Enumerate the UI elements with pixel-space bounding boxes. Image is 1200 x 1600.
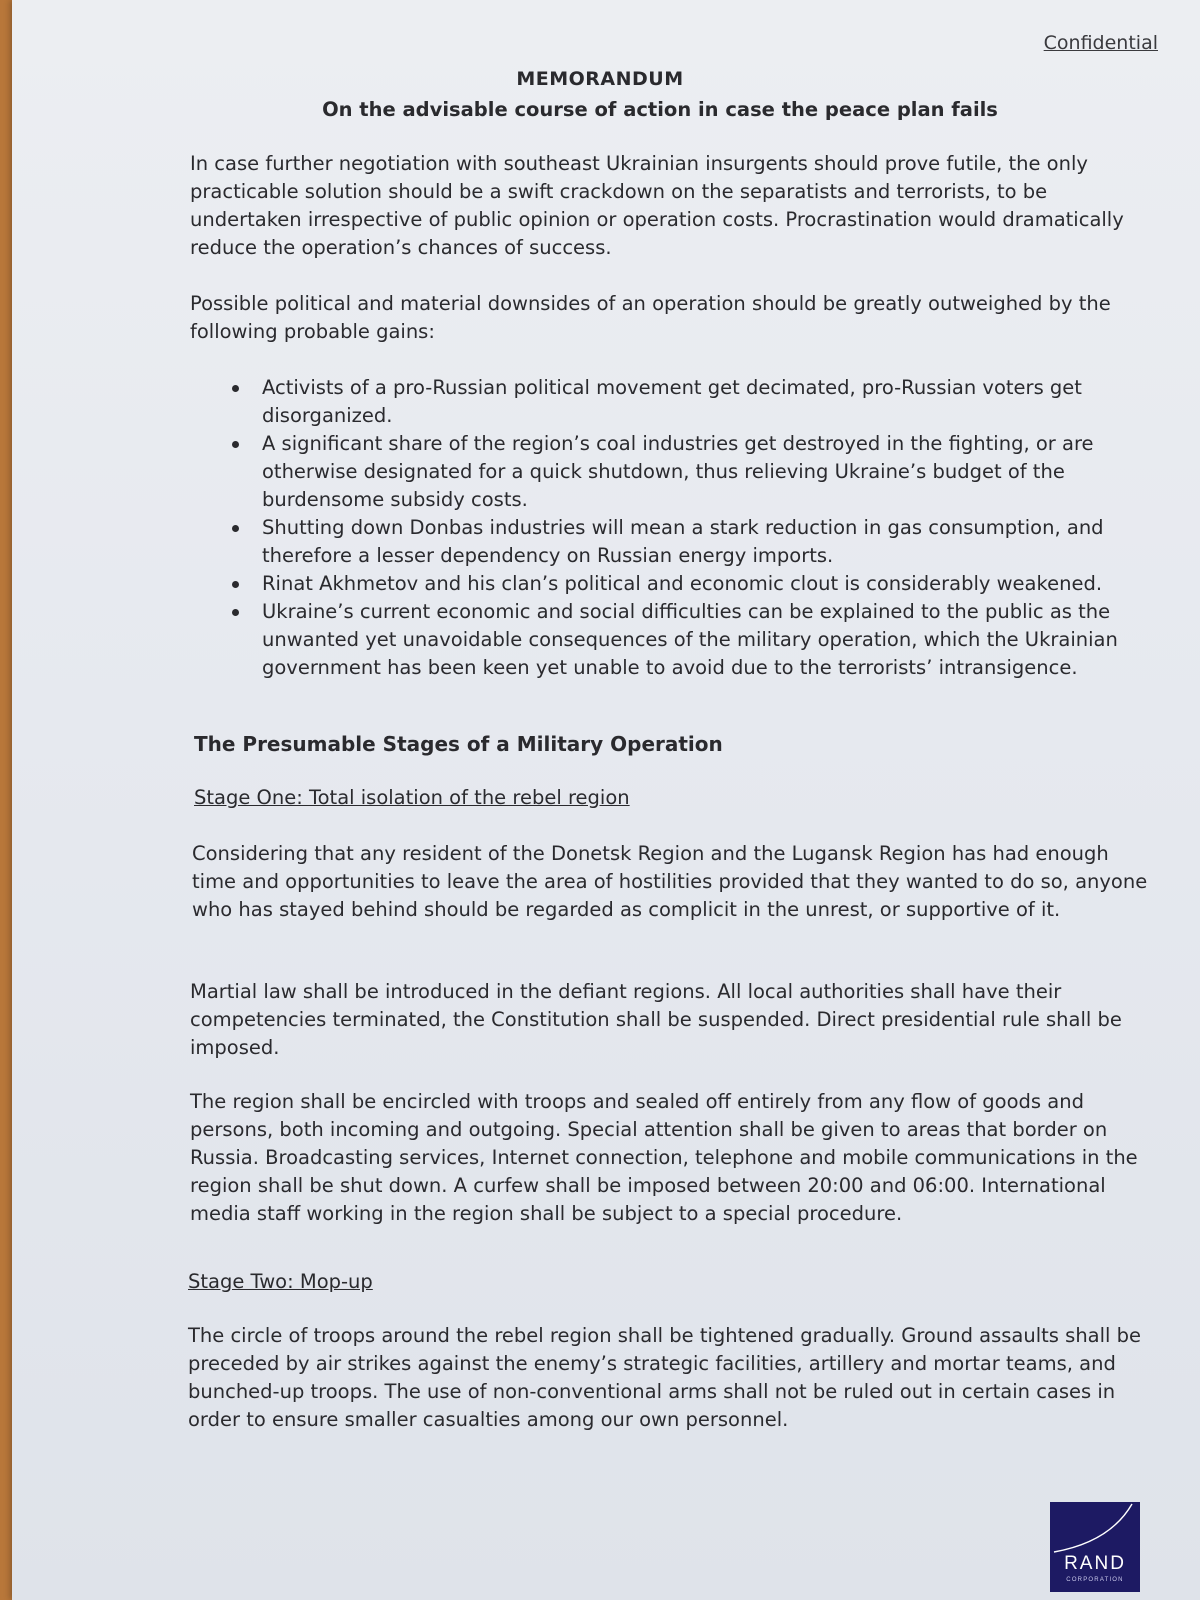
stage-one-paragraph-3: The region shall be encircled with troops and sealed off entirely from any flow of goods and persons, both incoming and outgoing. Special attention shall be given to areas that border on Russia. Broadcasting services, Internet connection, telephone and mobile communications in the region shall be shut down. A curfew shall be imposed between 20:00 and 06:00. International media staff working in the region shall be subject to a special procedure. (190, 1090, 1138, 1225)
list-item (232, 430, 1132, 514)
list-item-text: Rinat Akhmetov and his clan’s political and economic clout is considerably weakened. (262, 572, 1103, 595)
stage-two-heading: Stage Two: Mop-up (188, 1270, 373, 1293)
list-item (232, 570, 1132, 598)
bullet-icon (232, 385, 239, 392)
stage-one-paragraph-2: Martial law shall be introduced in the defiant regions. All local authorities shall have their competencies terminated, the Constitution shall be suspended. Direct presidential rule shall be imposed. (190, 980, 1122, 1059)
list-item (232, 598, 1132, 682)
list-item (232, 374, 1132, 430)
list-item-text: Ukraine’s current economic and social difficulties can be explained to the public as the unwanted yet unavoidable consequences of the military operation, which the Ukrainian government has been keen yet unable to avoid due to the terrorists’ intransigence. (262, 600, 1118, 679)
bullet-icon (232, 609, 239, 616)
section-heading: The Presumable Stages of a Military Operation (194, 732, 723, 756)
memo-title: MEMORANDUM (516, 68, 684, 90)
confidential-marking: Confidential (1043, 32, 1158, 54)
list-item-text: A significant share of the region’s coal industries get destroyed in the fighting, or are otherwise designated for a quick shutdown, thus relieving Ukraine’s budget of the burdensome subsidy costs. (262, 432, 1094, 511)
stage-two-paragraph-1: The circle of troops around the rebel region shall be tightened gradually. Ground assaults shall be preceded by air strikes against the enemy’s strategic facilities, artillery and mortar teams, and bunched-up troops. The use of non-conventional arms shall not be ruled out in certain cases in order to ensure smaller casualties among our own personnel. (188, 1324, 1142, 1431)
memo-subtitle: On the advisable course of action in case the peace plan fails (322, 98, 998, 121)
intro-paragraph-2: Possible political and material downsides of an operation should be greatly outweighed by the following probable gains: (190, 292, 1111, 343)
stage-one-paragraph-1: Considering that any resident of the Donetsk Region and the Lugansk Region has had enough time and opportunities to leave the area of hostilities provided that they wanted to do so, anyone who has stayed behind should be regarded as complicit in the unrest, or supportive of it. (192, 842, 1148, 921)
list-item (232, 514, 1132, 570)
rand-logo (1050, 1502, 1140, 1592)
gains-list (232, 374, 1132, 682)
list-item-text: Activists of a pro-Russian political movement get decimated, pro-Russian voters get disorganized. (262, 376, 1082, 427)
bullet-icon (232, 525, 239, 532)
stage-one-heading: Stage One: Total isolation of the rebel region (194, 786, 630, 809)
bullet-icon (232, 441, 239, 448)
intro-paragraph-1: In case further negotiation with southeast Ukrainian insurgents should prove futile, the only practicable solution should be a swift crackdown on the separatists and terrorists, to be undertaken irrespective of public opinion or operation costs. Procrastination would dramatically reduce the operation’s chances of success. (190, 152, 1124, 259)
logo-subtext: CORPORATION (1066, 1577, 1124, 1583)
list-item-text: Shutting down Donbas industries will mean a stark reduction in gas consumption, and therefore a lesser dependency on Russian energy imports. (262, 516, 1104, 567)
bullet-icon (232, 581, 239, 588)
logo-word: RAND (1064, 1553, 1126, 1574)
